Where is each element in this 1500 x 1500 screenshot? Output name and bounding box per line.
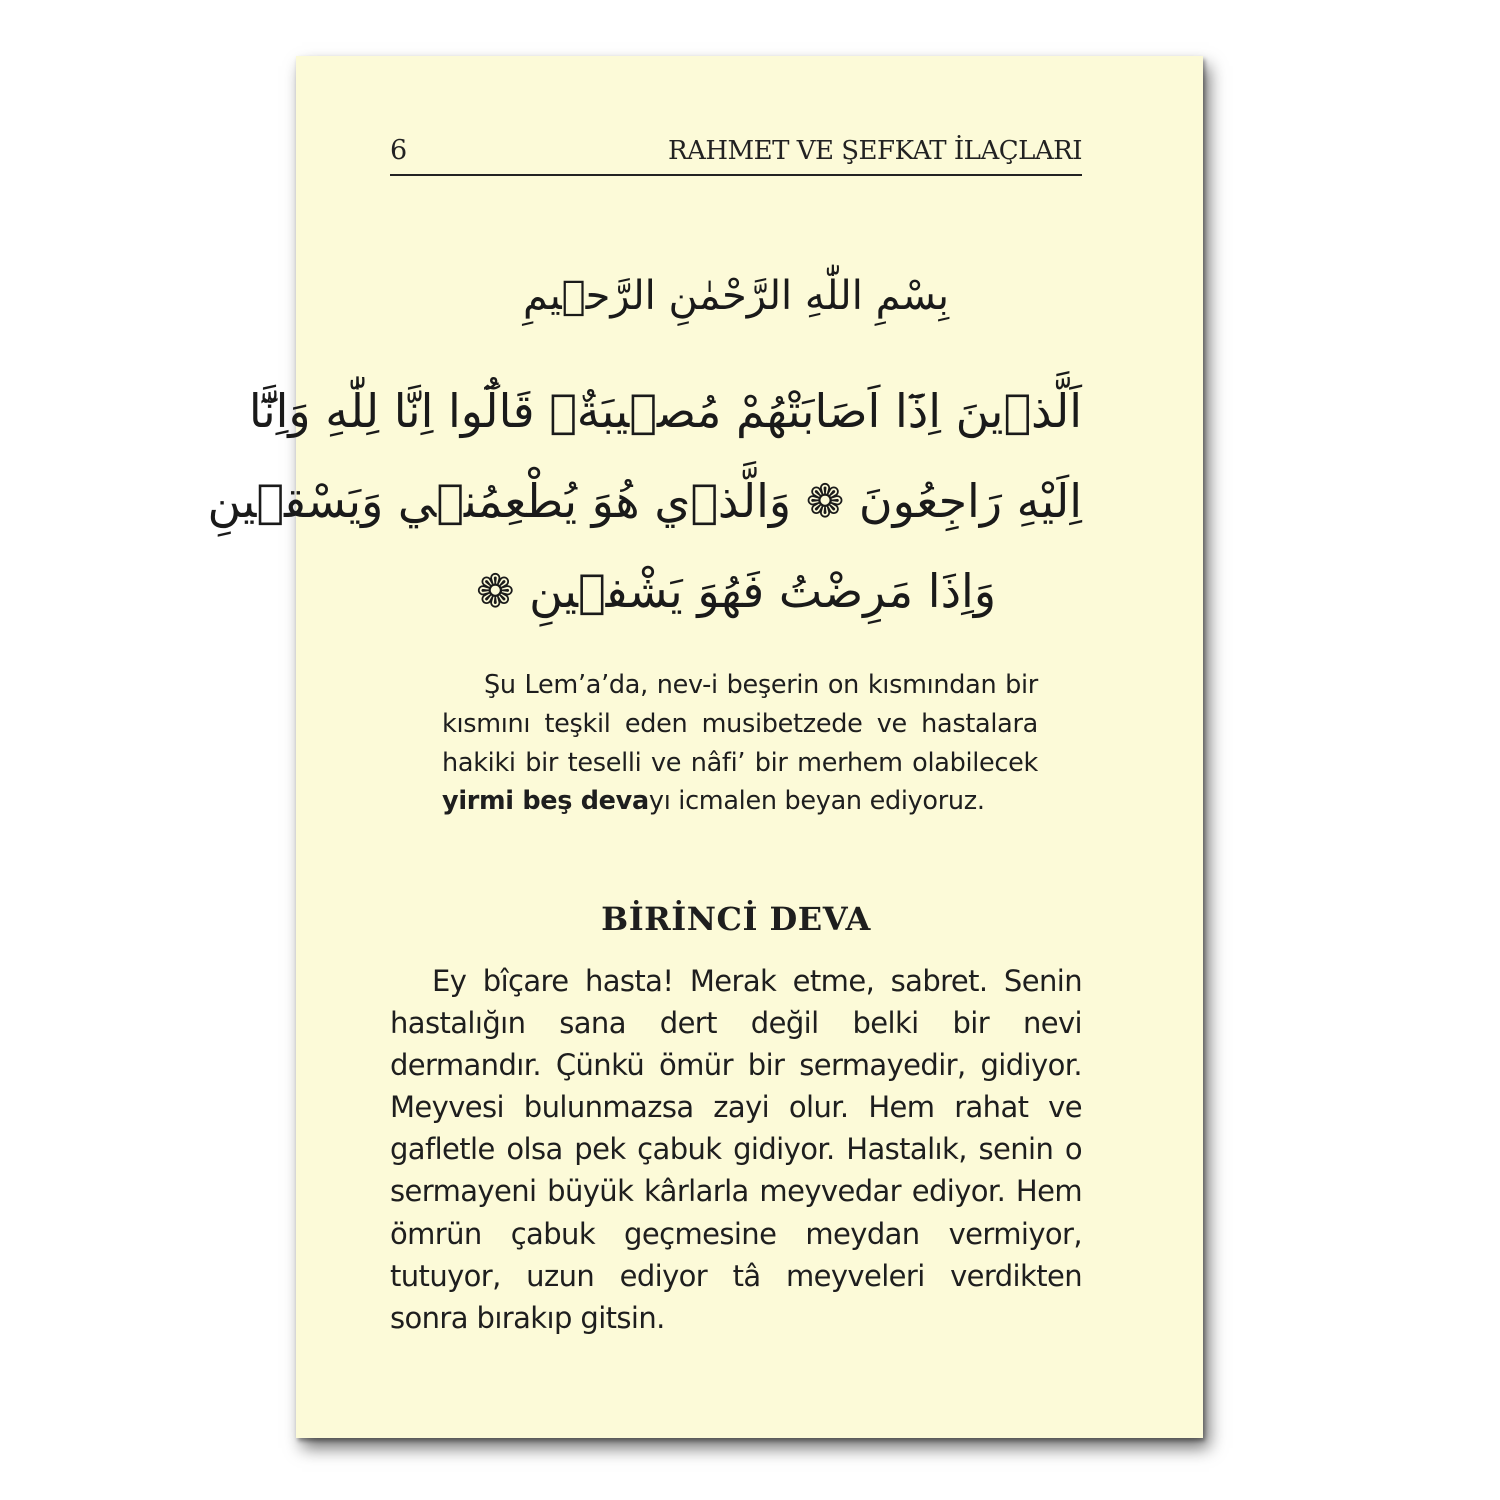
- verse-line: اِلَيْهِ رَاجِعُونَ ❁ وَالَّذ۪ي هُوَ يُطْعِمُن۪ي وَيَسْق۪ينِ: [207, 474, 1082, 528]
- intro-paragraph: [442, 666, 1038, 821]
- running-title: RAHMET VE ŞEFKAT İLAÇLARI: [667, 136, 1082, 166]
- intro-text: Şu Lem’a’da, nev-i beşerin on kısmından bir kısmını teşkil eden musibetzede ve hastalara hakiki bir teselli ve nâfi’ bir merhem olabilecek: [442, 670, 1038, 778]
- body-paragraph: Ey bîçare hasta! Merak etme, sabret. Senin hastalığın sana dert değil belki bir nevi dermandır. Çünkü ömür bir sermayedir, gidiyor. Meyvesi bulunmazsa zayi olur. Hem rahat ve gafletle olsa pek çabuk gidiyor. Hastalık, senin o sermayeni büyük kârlarla meyvedar ediyor. Hem ömrün çabuk geçmesine meydan vermiyor, tutuyor, uzun ediyor tâ meyveleri verdikten sonra bırakıp gitsin.: [390, 964, 1082, 1335]
- intro-bold-phrase: yirmi beş deva: [442, 786, 649, 817]
- page-number: 6: [390, 135, 408, 166]
- verse-line: اَلَّذ۪ينَ اِذَٓا اَصَابَتْهُمْ مُص۪يبَةٌۙ قَالُٓوا اِنَّا لِلّٰهِ وَاِنَّٓا: [248, 384, 1082, 438]
- verse-line: وَاِذَا مَرِضْتُ فَهُوَ يَشْف۪ينِ ❁: [475, 564, 997, 618]
- page-header: [390, 134, 1082, 176]
- book-page: [207, 56, 1203, 1438]
- intro-text-end: yı icmalen beyan ediyoruz.: [648, 786, 985, 817]
- basmala: بِسْمِ اللّٰهِ الرَّحْمٰنِ الرَّح۪يمِ: [522, 273, 950, 319]
- section-heading: BİRİNCİ DEVA: [601, 900, 871, 938]
